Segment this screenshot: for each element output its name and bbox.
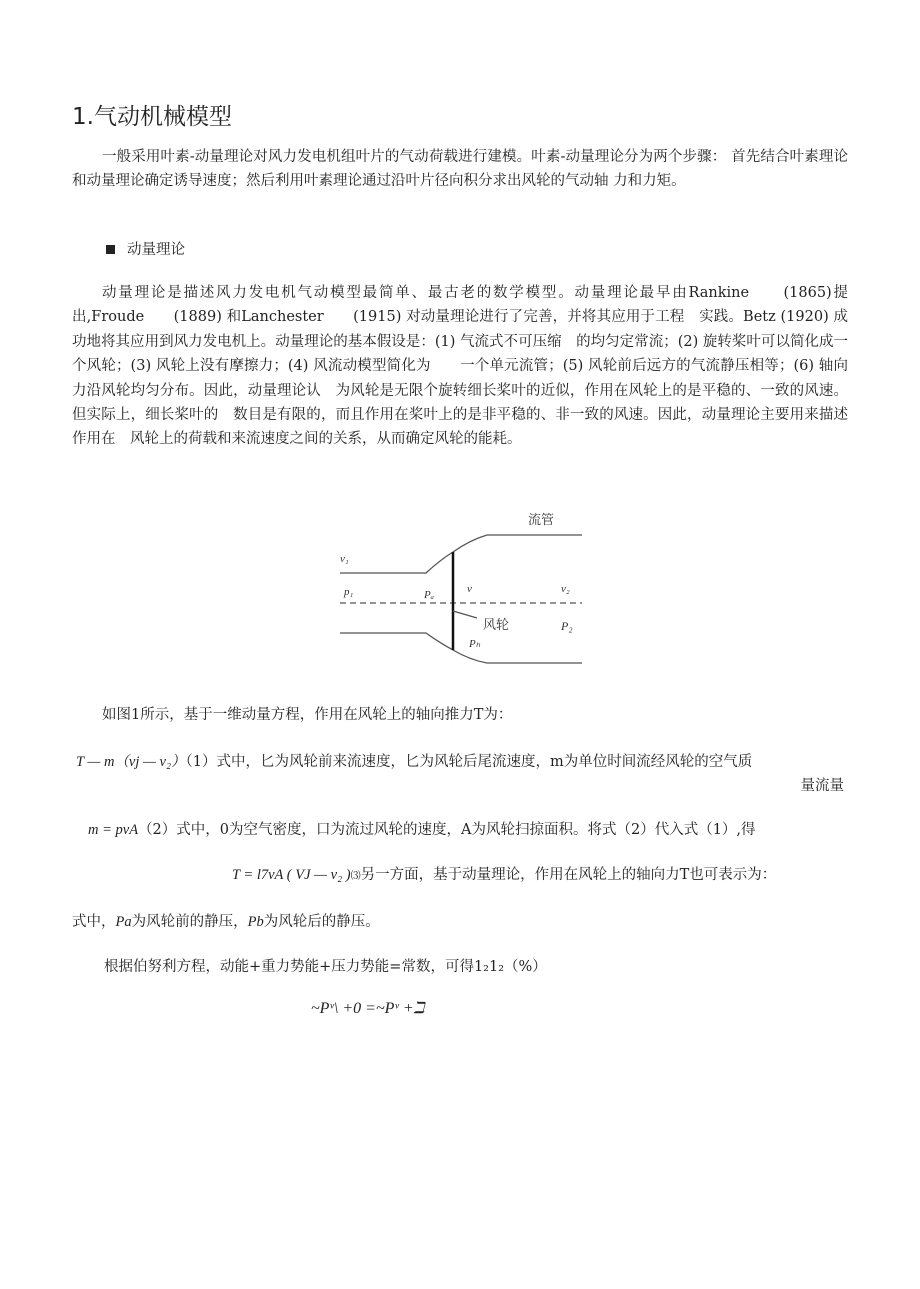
equation-2 (88, 818, 756, 839)
eq1-formula: T — m（vj — v₂） (76, 754, 186, 770)
figure-reference-text: 如图1所示，基于一维动量方程，作用在风轮上的轴向推力T为： (102, 707, 513, 723)
equation-4: ~Pᵛ\ +0 =~Pᵛ +ℶ (311, 1000, 425, 1017)
tube-lower-line (340, 633, 582, 663)
equation-1 (76, 750, 752, 771)
eq3-number: ⑶ (350, 871, 361, 882)
subsection-title: 动量理论 (127, 242, 185, 258)
label-v2: v₂ (561, 583, 570, 595)
label-pb: Pₕ (469, 638, 481, 650)
section-heading: 1.气动机械模型 (72, 104, 232, 130)
label-streamtube: 流管 (528, 512, 555, 527)
label-v1: v₁ (340, 553, 349, 565)
equation-3 (232, 863, 776, 884)
note-suffix: 为风轮后的静压。 (263, 914, 380, 930)
eq3-description: 另一方面，基于动量理论，作用在风轮上的轴向力T也可表示为： (360, 867, 777, 883)
eq1-continuation: 量流量 (800, 778, 844, 794)
note-pb: Pb (247, 914, 264, 930)
pressure-note (72, 910, 380, 931)
rotor-leader-line (453, 611, 477, 618)
eq3-formula: T = l7vA ( VJ — v₂ ) (232, 867, 351, 883)
label-p1: p₁ (344, 586, 354, 598)
tube-upper-line (340, 535, 582, 573)
bernoulli-text: 根据伯努利方程，动能+重力势能+压力势能=常数，可得1₂1₂（%） (104, 959, 547, 975)
note-prefix: 式中， (72, 914, 116, 930)
note-pa: Pa (115, 914, 132, 930)
eq2-formula: m = pvA (88, 822, 139, 838)
label-p2: P₂ (561, 619, 573, 633)
eq1-description: （1）式中，匕为风轮前来流速度，匕为风轮后尾流速度，m为单位时间流经风轮的空气质 (185, 754, 753, 770)
note-mid: 为风轮前的静压， (131, 914, 248, 930)
intro-paragraph: 一般采用叶素-动量理论对风力发电机组叶片的气动荷载进行建模。叶素-动量理论分为两个步骤： 首先结合叶素理论和动量理论确定诱导速度；然后利用叶素理论通过沿叶片径向积分求出风轮的气动轴 力和力矩。 (72, 149, 848, 190)
eq2-description: （2）式中，0为空气密度，口为流过风轮的速度，A为风轮扫掠面积。将式（2）代入式（1）,得 (138, 822, 756, 838)
label-rotor: 风轮 (483, 617, 510, 632)
label-v: v (467, 583, 472, 595)
momentum-paragraph: 动量理论是描述风力发电机气动模型最简单、最古老的数学模型。动量理论最早由Rankine (1865)提出,Froude (1889) 和Lanchester (1915) 对动量理论进行了完善，并将其应用于工程 实践。Betz (1920) 成功地将其应用到风力发电机上。动量理论的基本假设是：(1) 气流式不可压缩 的均匀定常流；(2) 旋转桨叶可以简化成一个风轮；(3) 风轮上没有摩擦力；(4) 风流动模型简化为 一个单元流管；(5) 风轮前后远方的气流静压相等；(6) 轴向力沿风轮均匀分布。因此，动量理论认 为风轮是无限个旋转细长桨叶的近似，作用在风轮上的是平稳的、一致的风速。但实际上，细长桨叶的 数目是有限的，而且作用在桨叶上的是非平稳的、非一致的风速。因此，动量理论主要用来描述作用在 风轮上的荷载和来流速度之间的关系，从而确定风轮的能耗。 (72, 285, 848, 448)
label-pa: Pₐ (424, 589, 434, 601)
